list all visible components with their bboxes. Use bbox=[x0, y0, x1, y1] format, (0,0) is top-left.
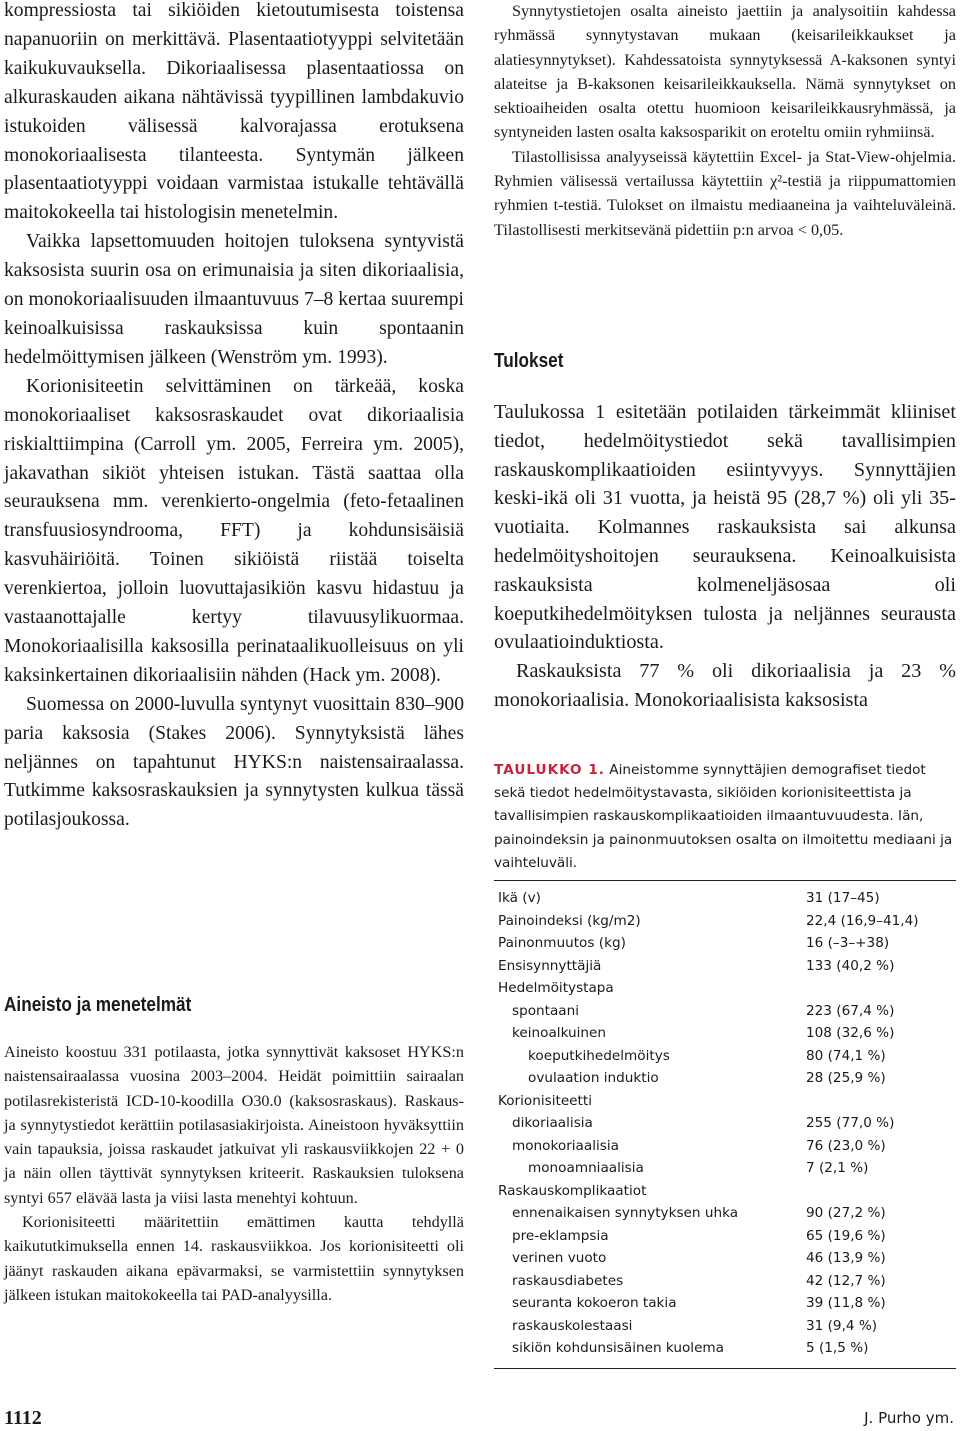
paragraph: Suomessa on 2000-luvulla syntynyt vuosittain 830–900 paria kaksosia (Stakes 2006). Synnytyksistä lähes neljännes on tapahtunut HYKS:n naistensairaalassa. Tutkimme kaksosraskauksien ja synnytysten kulkua tässä potilasjoukossa. bbox=[4, 693, 464, 831]
table-row bbox=[494, 880, 956, 910]
table-row bbox=[494, 1112, 956, 1135]
table-cell-label: pre-eklampsia bbox=[512, 1227, 609, 1244]
table-bottom-rule bbox=[494, 1368, 956, 1369]
table-row bbox=[494, 1022, 956, 1045]
table-row bbox=[494, 1337, 956, 1360]
table-caption-text: Aineistomme synnyttäjien demografiset tiedot sekä tiedot hedelmöitystavasta, sikiöiden korionisiteettista ja tavallisimpien raskauskomplikaatioiden ilmaantuvuudesta. Iän, painoindeksin ja painonmuutoksen osalta on ilmoitettu mediaani ja vaihteluväli. bbox=[494, 762, 953, 871]
paragraph: kompressiosta tai sikiöiden kietoutumisesta toistensa napanuoriin on merkittävä. Plasentaatiotyyppi selvitetään kaikukuvauksella. Dikoriaalisessa plasentaatiossa on alkuraskauden aikana nähtävissä tyypillinen lambdakuvio istukoiden välisessä kalvorajassa erotuksena monokoriaalisesta tilanteesta. Syntymän jälkeen plasentaatiotyyppi voidaan varmistaa istukalle tehtävällä maitokokeella tai histologisin menetelmin. bbox=[4, 0, 464, 224]
table-cell-value: 223 (67,4 %) bbox=[806, 1002, 895, 1019]
table-cell-label: Raskauskomplikaatiot bbox=[498, 1182, 647, 1199]
table-row bbox=[494, 1315, 956, 1338]
table-cell-value: 28 (25,9 %) bbox=[806, 1070, 886, 1086]
table-cell-value: 7 (2,1 %) bbox=[806, 1160, 869, 1176]
table-cell-value: 42 (12,7 %) bbox=[806, 1272, 886, 1289]
table-cell-label: raskauskolestaasi bbox=[512, 1317, 633, 1334]
intro-text bbox=[4, 0, 464, 835]
table-cell-label: Ikä (v) bbox=[498, 890, 541, 906]
table-cell-label: monoamniaalisia bbox=[528, 1160, 644, 1176]
table-row bbox=[494, 955, 956, 978]
table-cell-value: 39 (11,8 %) bbox=[806, 1295, 886, 1311]
paragraph: Synnytystietojen osalta aineisto jaettiin ja analysoitiin kahdessa ryhmässä synnytystavan mukaan (keisarileikkaukset ja alatiesynnytykset). Kahdessatoista synnytyksessä A-kaksonen syntyi alateitse ja B-kaksonen keisarileikkauksella. Nämä synnytykset on sektioaiheiden osalta otettu huomioon keisarileikkausryhmässä, ja syntyneiden lasten osalta kaksosparikit on eroteltu omiin ryhmiinsä. bbox=[494, 2, 956, 142]
table-cell-value: 76 (23,0 %) bbox=[806, 1137, 886, 1154]
table-cell-value: 22,4 (16,9–41,4) bbox=[806, 912, 919, 929]
table-cell-value bbox=[806, 1090, 956, 1113]
table-row bbox=[494, 1090, 956, 1113]
table-cell-label: keinoalkuinen bbox=[512, 1025, 607, 1041]
paragraph: Raskauksista 77 % oli dikoriaalisia ja 23 % monokoriaalisia. Monokoriaalisista kaksosista bbox=[494, 660, 956, 711]
table-row bbox=[494, 1270, 956, 1293]
table-cell-value: 5 (1,5 %) bbox=[806, 1340, 869, 1356]
section-heading-methods: Aineisto ja menetelmät bbox=[4, 994, 192, 1016]
table-cell-value: 90 (27,2 %) bbox=[806, 1205, 886, 1221]
table-caption-label: TAULUKKO 1. bbox=[494, 762, 605, 778]
table-cell-value: 16 (–3–+38) bbox=[806, 935, 890, 951]
table-row bbox=[494, 1247, 956, 1270]
table-cell-label: Painoindeksi (kg/m2) bbox=[498, 912, 641, 929]
table-cell-label: raskausdiabetes bbox=[512, 1272, 624, 1289]
demographics-table bbox=[494, 880, 956, 1360]
paragraph: Vaikka lapsettomuuden hoitojen tuloksena syntyvistä kaksosista suurin osa on erimunaisia ja siten dikoriaalisia, on monokoriaalisuuden ilmaantuvuus 7–8 kertaa suurempi keinoalkuisissa raskauksissa kuin spontaanin hedelmöittymisen jälkeen (Wenström ym. 1993). bbox=[4, 231, 464, 368]
table-row bbox=[494, 932, 956, 955]
table-cell-value bbox=[806, 977, 956, 1000]
right-column bbox=[494, 0, 956, 711]
table-cell-label: seuranta kokoeron takia bbox=[512, 1295, 677, 1311]
table-cell-label: ennenaikaisen synnytyksen uhka bbox=[512, 1205, 739, 1221]
paragraph: Korionisiteetti määritettiin emättimen kautta tehdyllä kaikututkimuksella ennen 14. raskausviikkoa. Jos korionisiteetti oli jäänyt raskauden aikana epävarmaksi, se varmistettiin synnytyksen jälkeen istukan maitokokeella tai PAD-analyysilla. bbox=[4, 1213, 464, 1304]
table-cell-value: 31 (17–45) bbox=[806, 890, 880, 906]
table-cell-label: Hedelmöitystapa bbox=[498, 980, 614, 996]
methods-continued-text bbox=[494, 0, 956, 242]
page-number: 1112 bbox=[4, 1407, 42, 1429]
left-column bbox=[4, 0, 464, 1304]
table-cell-label: ovulaation induktio bbox=[528, 1070, 659, 1086]
table-row bbox=[494, 1045, 956, 1068]
table-row bbox=[494, 1000, 956, 1023]
table-cell-label: Korionisiteetti bbox=[498, 1092, 592, 1109]
table-cell-value: 46 (13,9 %) bbox=[806, 1250, 886, 1266]
paragraph: Tilastollisissa analyyseissä käytettiin Excel- ja Stat-View-ohjelmia. Ryhmien välisessä vertailussa käytettiin χ²-testiä ja riippumattomien ryhmien t-testiä. Tulokset on ilmaistu mediaaneina ja vaihteluväleinä. Tilastollisesti merkitsevänä pidettiin p:n arvoa < 0,05. bbox=[494, 147, 956, 239]
table-row bbox=[494, 1202, 956, 1225]
table-row bbox=[494, 1157, 956, 1180]
table-cell-label: sikiön kohdunsisäinen kuolema bbox=[512, 1340, 725, 1356]
paragraph: Korionisiteetin selvittäminen on tärkeää, koska monokoriaaliset kaksosraskaudet ovat dikoriaalisia riskialttiimpina (Carroll ym. 2005, Ferreira ym. 2005), jakavathan sikiöt yhteisen istukan. Tästä saattaa olla seurauksena mm. verenkierto-ongelmia (feto-fetaalinen transfuusiosyndrooma, FFT) ja kohdunsisäisiä kasvuhäiriöitä. Toinen sikiöistä riistää toiselta verenkiertoa, jolloin luovuttajasikiön kasvu hidastuu ja vastaanottajalle kertyy tilavuusylikuormaa. Monokoriaalisilla kaksosilla perinataalikuolleisuus on yli kaksinkertainen dikoriaalisiin nähden (Hack ym. 2008). bbox=[4, 375, 464, 686]
table-cell-label: Ensisynnyttäjiä bbox=[498, 957, 602, 974]
table-cell-value: 65 (19,6 %) bbox=[806, 1227, 886, 1244]
table-row bbox=[494, 910, 956, 933]
table-cell-label: koeputkihedelmöitys bbox=[528, 1047, 670, 1064]
table-row bbox=[494, 1225, 956, 1248]
table-row bbox=[494, 1292, 956, 1315]
table-cell-label: verinen vuoto bbox=[512, 1250, 607, 1266]
paragraph: Aineisto koostuu 331 potilaasta, jotka synnyttivät kaksoset HYKS:n naistensairaalassa vuosina 2003–2004. Heidät poimittiin sairaalan potilasrekisteristä ICD-10-koodilla O30.0 (kaksosraskaus). Raskaus- ja synnytystiedot kerättiin potilasasiakirjoista. Aineistoon hyväksyttiin vain tapauksia, joissa raskaudet jatkuivat yli raskausviikkojen 22 + 0 ja näin ollen täyttivät synnytyksen kriteerit. Raskauksien tuloksena syntyi 657 elävää lasta ja viisi lasta menehtyi kohtuun. bbox=[4, 1043, 464, 1207]
table-cell-value: 133 (40,2 %) bbox=[806, 957, 895, 974]
table-cell-value: 80 (74,1 %) bbox=[806, 1047, 886, 1064]
methods-text bbox=[4, 1040, 464, 1307]
table-row bbox=[494, 977, 956, 1000]
table-cell-value: 31 (9,4 %) bbox=[806, 1317, 878, 1334]
table-cell-value: 255 (77,0 %) bbox=[806, 1115, 895, 1131]
table-cell-label: dikoriaalisia bbox=[512, 1115, 593, 1131]
section-heading-results: Tulokset bbox=[494, 350, 564, 372]
table-row bbox=[494, 1180, 956, 1203]
table-row bbox=[494, 1067, 956, 1090]
table-cell-label: spontaani bbox=[512, 1002, 580, 1019]
table-row bbox=[494, 1135, 956, 1158]
table-caption bbox=[494, 759, 956, 875]
table-cell-value: 108 (32,6 %) bbox=[806, 1025, 895, 1041]
table-cell-label: monokoriaalisia bbox=[512, 1137, 619, 1154]
table-cell-label: Painonmuutos (kg) bbox=[498, 935, 626, 951]
results-text bbox=[494, 398, 956, 715]
paragraph: Taulukossa 1 esitetään potilaiden tärkeimmät kliiniset tiedot, hedelmöitystiedot sekä tavallisimpien raskauskomplikaatioiden esiintyvyys. Synnyttäjien keski-ikä oli 31 vuotta, ja heistä 95 (28,7 %) oli yli 35-vuotiaita. Kolmannes raskauksista sai alkunsa hedelmöityshoitojen seurauksena. Keinoalkuisista raskauksista kolmeneljäsosaa oli koeputkihedelmöityksen tulosta ja neljännes seurausta ovulaatioinduktiosta. bbox=[494, 401, 956, 654]
running-author: J. Purho ym. bbox=[864, 1409, 954, 1427]
table-cell-value bbox=[806, 1180, 956, 1203]
